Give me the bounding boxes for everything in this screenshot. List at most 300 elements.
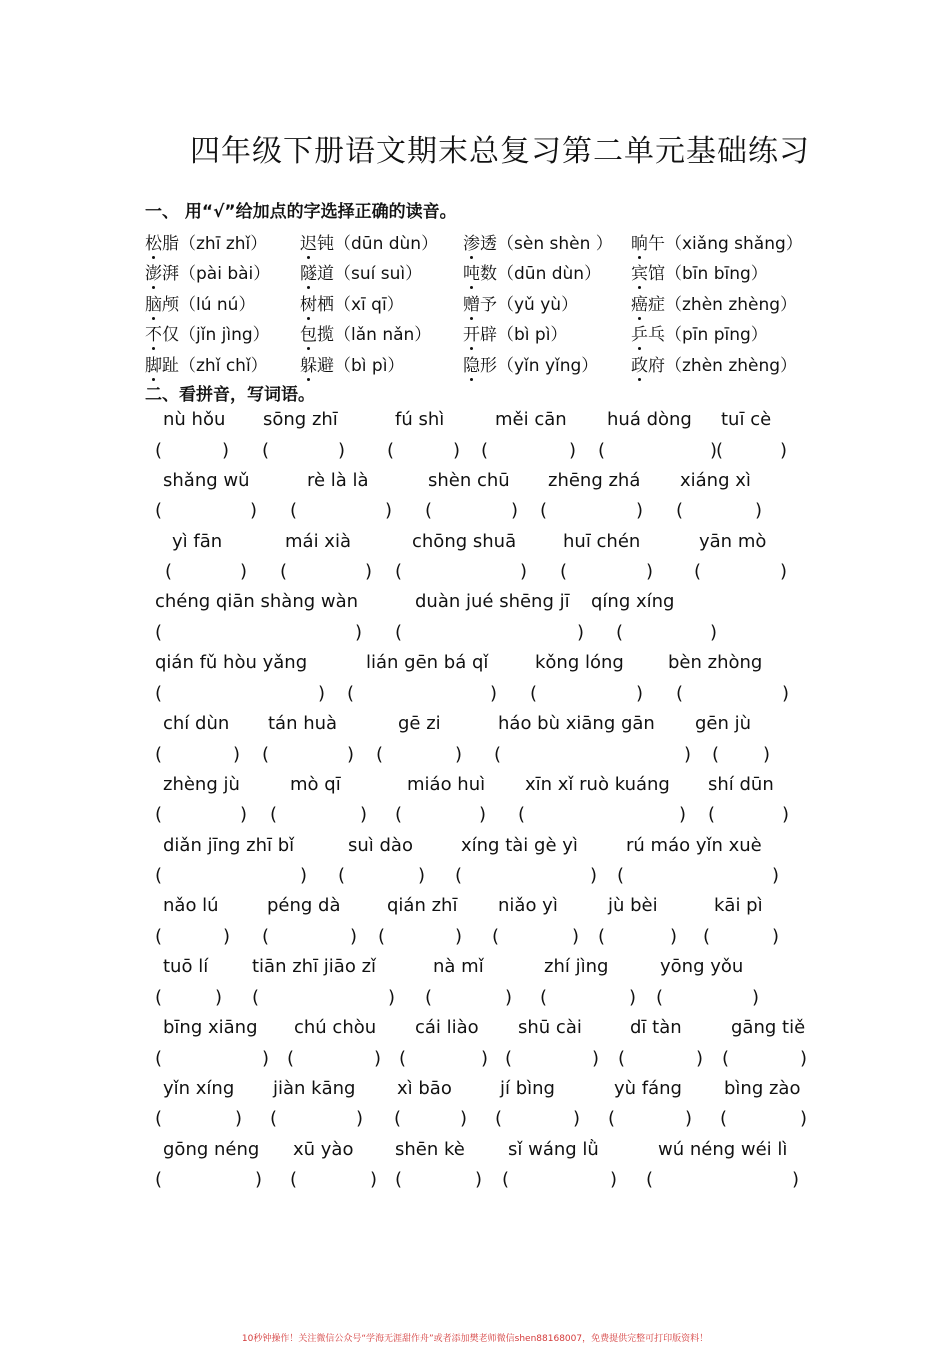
close-bracket: ) [240,561,248,583]
reading-item [300,348,463,379]
dotted-character: 脑 [145,290,162,315]
close-bracket: ) [240,804,248,826]
open-bracket[interactable]: ( [395,621,403,643]
pinyin-prompt: fú shì [395,409,445,430]
pinyin-prompt: xì bāo [397,1077,452,1099]
dotted-character: 隐 [463,351,480,376]
close-bracket: ) [460,1108,468,1130]
word-rest: 脂 [162,233,179,254]
close-bracket: ) [610,1169,618,1191]
pinyin-row [0,470,950,496]
pinyin-prompt: jù bèi [608,895,658,917]
pinyin-row [0,591,950,617]
pinyin-row [0,774,950,800]
word-rest: 午 [648,233,665,254]
dotted-character: 隧 [300,259,317,284]
pinyin-row [0,835,950,861]
pinyin-options[interactable]: （dūn dùn） [334,233,439,254]
open-bracket[interactable]: ( [155,743,163,765]
answer-row [0,865,950,891]
open-bracket[interactable]: ( [530,682,538,704]
open-bracket[interactable]: ( [252,986,260,1008]
close-bracket: ) [388,986,396,1008]
open-bracket[interactable]: ( [376,743,384,765]
open-bracket[interactable]: ( [287,1047,295,1069]
pinyin-prompt: sōng zhī [263,409,338,430]
pinyin-prompt: bìng zào [724,1077,801,1099]
dotted-character: 开 [463,320,480,345]
word [300,351,334,376]
open-bracket[interactable]: ( [155,865,163,887]
word-rest: 症 [648,294,665,315]
open-bracket[interactable]: ( [598,925,606,947]
close-bracket: ) [592,1047,600,1069]
open-bracket[interactable]: ( [155,986,163,1008]
reading-item [463,226,631,257]
close-bracket: ) [365,561,373,583]
dotted-character: 癌 [631,290,648,315]
reading-item [145,257,300,288]
pinyin-prompt: xīn xǐ ruò kuáng [525,773,670,795]
open-bracket[interactable]: ( [540,500,548,522]
close-bracket: ) [520,561,528,583]
pinyin-options[interactable]: （zhǐ chǐ） [179,355,268,376]
reading-item [463,287,631,318]
close-bracket: ) [350,925,358,947]
open-bracket[interactable]: ( [280,561,288,583]
open-bracket[interactable]: ( [708,804,716,826]
pinyin-prompt: nà mǐ [433,956,484,978]
reading-item [300,318,463,349]
open-bracket[interactable]: ( [387,439,395,461]
pinyin-prompt: suì dào [348,834,413,856]
open-bracket[interactable]: ( [617,865,625,887]
word [300,229,334,254]
word [145,259,179,284]
dotted-character: 脚 [145,351,162,376]
dotted-character: 赠 [463,290,480,315]
open-bracket[interactable]: ( [656,986,664,1008]
pinyin-prompt: chéng qiān shàng wàn [155,591,359,613]
pinyin-row [0,1139,950,1165]
pinyin-prompt: nǎo lú [163,895,219,917]
pinyin-prompt: huá dòng [607,409,692,430]
close-bracket: ) [685,1108,693,1130]
open-bracket[interactable]: ( [155,1047,163,1069]
pinyin-prompt: bèn zhòng [668,652,763,674]
pinyin-prompt: tiān zhī jiāo zǐ [252,956,377,978]
pinyin-prompt: nù hǒu [163,409,226,430]
answer-row [0,683,950,709]
close-bracket: ) [710,621,718,643]
word-rest: 湃 [162,264,179,285]
open-bracket[interactable]: ( [395,561,403,583]
word [463,259,497,284]
word [631,229,665,254]
open-bracket[interactable]: ( [347,682,355,704]
answer-row [0,561,950,587]
pinyin-prompt: rú máo yǐn xuè [626,834,762,856]
pinyin-prompt: duàn jué shēng jī [415,591,570,613]
section1-heading: 一、 用“√”给加点的字选择正确的读音。 [145,202,457,222]
open-bracket[interactable]: ( [694,561,702,583]
pinyin-options[interactable]: （dūn dùn） [497,264,602,285]
open-bracket[interactable]: ( [598,439,606,461]
close-bracket: ) [763,743,771,765]
word-rest: 颅 [162,294,179,315]
close-bracket: ) [684,743,692,765]
pinyin-options[interactable]: （lǎn nǎn） [334,325,432,346]
answer-row [0,1169,950,1195]
pinyin-prompt: dī tàn [630,1017,682,1038]
open-bracket[interactable]: ( [155,621,163,643]
reading-item [145,318,300,349]
pinyin-prompt: yōng yǒu [660,956,744,978]
close-bracket: ) [255,1169,263,1191]
word-rest: 避 [317,355,334,376]
pinyin-prompt: shǎng wǔ [163,469,250,491]
pinyin-options[interactable]: （zhèn zhèng） [665,294,798,315]
word [631,320,665,345]
word [463,229,497,254]
pinyin-row [0,409,950,435]
open-bracket[interactable]: ( [394,1108,402,1130]
dotted-character: 吨 [463,259,480,284]
pinyin-options[interactable]: （xī qī） [334,294,404,315]
reading-item [631,257,821,288]
pinyin-options[interactable]: （pài bài） [179,264,271,285]
open-bracket[interactable]: ( [716,439,724,461]
open-bracket[interactable]: ( [502,1169,510,1191]
answer-row [0,744,950,770]
pinyin-options[interactable]: （jǐn jìng） [179,325,270,346]
word-rest: 馆 [648,264,665,285]
open-bracket[interactable]: ( [616,621,624,643]
pinyin-options[interactable]: （xiǎng shǎng） [665,233,803,254]
open-bracket[interactable]: ( [270,804,278,826]
pinyin-prompt: zhèng jù [163,773,240,795]
pinyin-prompt: yān mò [699,530,767,552]
close-bracket: ) [772,925,780,947]
close-bracket: ) [755,500,763,522]
open-bracket[interactable]: ( [262,743,270,765]
close-bracket: ) [772,865,780,887]
answer-row [0,1108,950,1134]
open-bracket[interactable]: ( [618,1047,626,1069]
open-bracket[interactable]: ( [703,925,711,947]
word [463,351,497,376]
pinyin-prompt: sǐ wáng lǜ [508,1138,599,1160]
pinyin-prompt: jiàn kāng [273,1077,356,1099]
dotted-character: 宾 [631,259,648,284]
close-bracket: ) [490,682,498,704]
word [631,351,665,376]
pinyin-prompt: qián zhī [387,895,458,917]
pinyin-prompt: yǐn xíng [163,1077,235,1099]
close-bracket: ) [800,1108,808,1130]
close-bracket: ) [453,439,461,461]
close-bracket: ) [577,621,585,643]
pinyin-prompt: kāi pì [714,895,763,917]
answer-row [0,1048,950,1074]
pinyin-prompt: tuō lí [163,956,209,978]
open-bracket[interactable]: ( [676,500,684,522]
pinyin-prompt: mò qī [290,773,341,795]
word [300,259,334,284]
reading-item [463,348,631,379]
word-rest: 府 [648,355,665,376]
close-bracket: ) [347,743,355,765]
close-bracket: ) [646,561,654,583]
pinyin-options[interactable]: （bīn bīng） [665,264,768,285]
open-bracket[interactable]: ( [495,1108,503,1130]
open-bracket[interactable]: ( [608,1108,616,1130]
pinyin-prompt: xiáng xì [680,469,751,491]
pinyin-prompt: měi cān [495,409,567,430]
open-bracket[interactable]: ( [560,561,568,583]
open-bracket[interactable]: ( [676,682,684,704]
open-bracket[interactable]: ( [399,1047,407,1069]
close-bracket: ) [262,1047,270,1069]
pinyin-prompt: shèn chū [428,469,510,491]
pinyin-prompt: tán huà [268,713,338,734]
pinyin-row [0,895,950,921]
dotted-character: 乒 [631,320,648,345]
close-bracket: ) [374,1047,382,1069]
close-bracket: ) [780,439,788,461]
pinyin-prompt: yì fān [172,530,223,552]
pinyin-prompt: shí dūn [708,773,774,795]
pinyin-options[interactable]: （zhèn zhèng） [665,355,798,376]
close-bracket: ) [475,1169,483,1191]
close-bracket: ) [215,986,223,1008]
pinyin-prompt: rè là là [307,469,369,491]
close-bracket: ) [385,500,393,522]
close-bracket: ) [455,925,463,947]
pinyin-row [0,1017,950,1043]
open-bracket[interactable]: ( [290,500,298,522]
open-bracket[interactable]: ( [155,682,163,704]
open-bracket[interactable]: ( [425,986,433,1008]
open-bracket[interactable]: ( [712,743,720,765]
pinyin-prompt: xíng tài gè yì [461,834,578,856]
pinyin-row [0,652,950,678]
close-bracket: ) [479,804,487,826]
close-bracket: ) [780,561,788,583]
close-bracket: ) [679,804,687,826]
pinyin-prompt: zhí jìng [544,956,609,978]
close-bracket: ) [233,743,241,765]
word [145,320,179,345]
pinyin-prompt: chú chòu [294,1017,377,1038]
word [300,320,334,345]
open-bracket[interactable]: ( [720,1108,728,1130]
open-bracket[interactable]: ( [646,1169,654,1191]
dotted-character: 不 [145,320,162,345]
pinyin-prompt: tuī cè [721,409,772,430]
word-rest: 乓 [648,325,665,346]
reading-item [631,318,821,349]
open-bracket[interactable]: ( [494,743,502,765]
pinyin-prompt: miáo huì [407,773,486,795]
open-bracket[interactable]: ( [262,439,270,461]
open-bracket[interactable]: ( [425,500,433,522]
close-bracket: ) [800,1047,808,1069]
pinyin-prompt: gēn jù [695,713,752,734]
pinyin-prompt: háo bù xiāng gān [498,713,655,734]
footer-note: 10秒钟操作！关注微信公众号“学海无涯甜作舟”或者添加樊老师微信shen88168007，免费提供完整可打印版资料！ [241,1334,709,1344]
pinyin-options[interactable]: （yǐn yǐng） [497,355,599,376]
pinyin-prompt: cái liào [415,1017,479,1038]
open-bracket[interactable]: ( [378,925,386,947]
open-bracket[interactable]: ( [155,500,163,522]
reading-item [631,287,821,318]
pinyin-prompt: gāng tiě [731,1017,806,1038]
answer-row [0,500,950,526]
close-bracket: ) [636,682,644,704]
dotted-character: 树 [300,290,317,315]
open-bracket[interactable]: ( [165,561,173,583]
pinyin-row [0,956,950,982]
open-bracket[interactable]: ( [395,804,403,826]
reading-item [300,226,463,257]
close-bracket: ) [792,1169,800,1191]
pinyin-prompt: mái xià [285,530,351,552]
open-bracket[interactable]: ( [481,439,489,461]
word-rest: 形 [480,355,497,376]
pinyin-row [0,713,950,739]
answer-row [0,804,950,830]
pinyin-prompt: jí bìng [500,1077,555,1099]
reading-item [300,257,463,288]
reading-item [145,287,300,318]
pinyin-options[interactable]: （sèn shèn ） [497,233,613,254]
dotted-character: 政 [631,351,648,376]
reading-item [631,226,821,257]
pinyin-options[interactable]: （zhī zhǐ） [179,233,268,254]
close-bracket: ) [250,500,258,522]
word-rest: 趾 [162,355,179,376]
close-bracket: ) [670,925,678,947]
answer-row [0,622,950,648]
open-bracket[interactable]: ( [492,925,500,947]
word-rest: 栖 [317,294,334,315]
section2-heading: 二、看拼音，写词语。 [145,385,315,405]
close-bracket: ) [782,804,790,826]
pinyin-prompt: yù fáng [614,1077,682,1099]
dotted-character: 松 [145,229,162,254]
word-rest: 辟 [480,325,497,346]
dotted-character: 晌 [631,229,648,254]
pinyin-options[interactable]: （pīn pīng） [665,325,768,346]
close-bracket: ) [370,1169,378,1191]
close-bracket: ) [752,986,760,1008]
word-rest: 透 [480,233,497,254]
close-bracket: ) [569,439,577,461]
pinyin-prompt: shēn kè [395,1138,465,1160]
dotted-character: 躲 [300,351,317,376]
close-bracket: ) [300,865,308,887]
pinyin-options[interactable]: （yǔ yù） [497,294,579,315]
word [145,290,179,315]
close-bracket: ) [710,439,718,461]
pinyin-options[interactable]: （bì pì） [497,325,568,346]
word [631,259,665,284]
reading-item [145,348,300,379]
word-rest: 揽 [317,325,334,346]
dotted-character: 迟 [300,229,317,254]
word-rest: 仅 [162,325,179,346]
close-bracket: ) [223,925,231,947]
close-bracket: ) [511,500,519,522]
pinyin-options[interactable]: （bì pì） [334,355,405,376]
pinyin-prompt: zhēng zhá [548,469,641,491]
pinyin-row [0,1078,950,1104]
word-rest: 钝 [317,233,334,254]
open-bracket[interactable]: ( [270,1108,278,1130]
pinyin-options[interactable]: （lú nú） [179,294,256,315]
open-bracket[interactable]: ( [262,925,270,947]
word [463,320,497,345]
word [145,351,179,376]
close-bracket: ) [696,1047,704,1069]
word [300,290,334,315]
close-bracket: ) [356,1108,364,1130]
word-rest: 予 [480,294,497,315]
open-bracket[interactable]: ( [290,1169,298,1191]
open-bracket[interactable]: ( [155,925,163,947]
reading-item [463,257,631,288]
open-bracket[interactable]: ( [505,1047,513,1069]
open-bracket[interactable]: ( [155,1108,163,1130]
pinyin-options[interactable]: （suí suì） [334,264,423,285]
close-bracket: ) [235,1108,243,1130]
pinyin-row [0,531,950,557]
pinyin-prompt: qíng xíng [591,591,675,613]
word-rest: 数 [480,264,497,285]
open-bracket[interactable]: ( [722,1047,730,1069]
reading-item [145,226,300,257]
dotted-character: 包 [300,320,317,345]
word-rest: 道 [317,264,334,285]
close-bracket: ) [590,865,598,887]
open-bracket[interactable]: ( [338,865,346,887]
dotted-character: 澎 [145,259,162,284]
close-bracket: ) [782,682,790,704]
reading-item [631,348,821,379]
pinyin-prompt: chōng shuā [412,530,517,552]
open-bracket[interactable]: ( [540,986,548,1008]
open-bracket[interactable]: ( [395,1169,403,1191]
close-bracket: ) [505,986,513,1008]
open-bracket[interactable]: ( [155,439,163,461]
pinyin-prompt: chí dùn [163,713,230,734]
close-bracket: ) [318,682,326,704]
pinyin-prompt: bīng xiāng [163,1017,258,1038]
close-bracket: ) [481,1047,489,1069]
open-bracket[interactable]: ( [518,804,526,826]
close-bracket: ) [360,804,368,826]
pinyin-prompt: péng dà [267,895,341,917]
reading-item [463,318,631,349]
dotted-character: 渗 [463,229,480,254]
pinyin-prompt: diǎn jīng zhī bǐ [163,834,295,856]
close-bracket: ) [629,986,637,1008]
open-bracket[interactable]: ( [455,865,463,887]
open-bracket[interactable]: ( [155,804,163,826]
pinyin-prompt: xū yào [293,1138,354,1160]
open-bracket[interactable]: ( [155,1169,163,1191]
